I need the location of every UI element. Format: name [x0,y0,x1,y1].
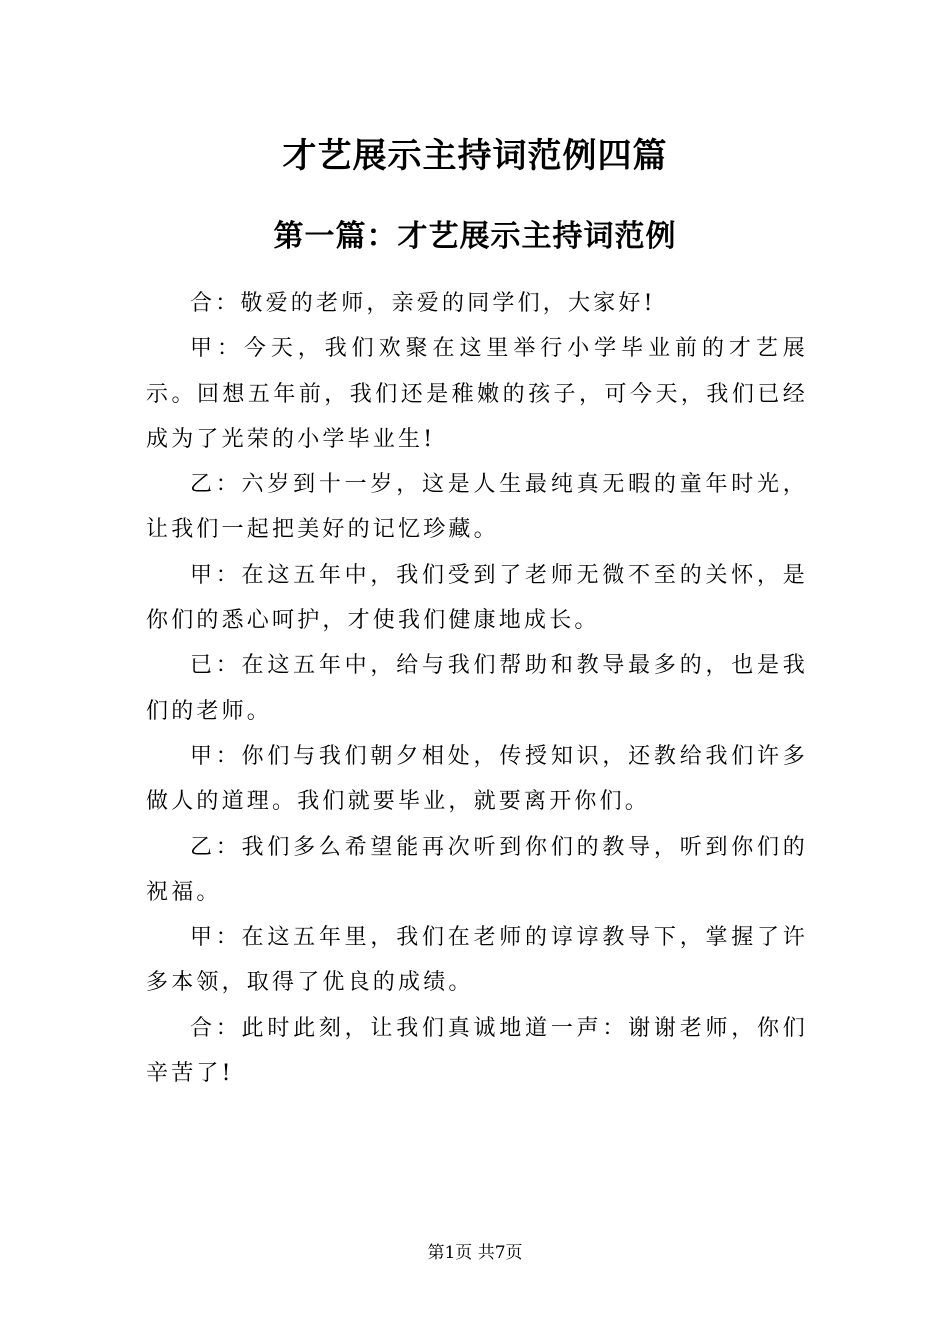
paragraph: 乙：我们多么希望能再次听到你们的教导，听到你们的祝福。 [146,834,808,905]
paragraph: 甲：在这五年中，我们受到了老师无微不至的关怀，是你们的悉心呵护，才使我们健康地成长。 [146,562,808,634]
paragraph: 乙：六岁到十一岁，这是人生最纯真无暇的童年时光，让我们一起把美好的记忆珍藏。 [146,472,808,543]
page-footer: 第1页 共7页 [427,1243,523,1263]
paragraph: 甲：你们与我们朝夕相处，传授知识，还教给我们许多做人的道理。我们就要毕业，就要离开你们。 [146,743,808,815]
paragraph: 已：在这五年中，给与我们帮助和教导最多的，也是我们的老师。 [146,653,808,724]
document-title: 才艺展示主持词范例四篇 [282,136,668,176]
section-title: 第一篇：才艺展示主持词范例 [273,219,677,254]
paragraph: 合：敬爱的老师，亲爱的同学们，大家好! [190,291,656,316]
paragraph: 合：此时此刻，让我们真诚地道一声：谢谢老师，你们辛苦了! [146,1015,808,1087]
paragraph: 甲：在这五年里，我们在老师的谆谆教导下，掌握了许多本领，取得了优良的成绩。 [146,925,808,996]
body-text [146,281,808,1096]
paragraph: 甲：今天，我们欢聚在这里举行小学毕业前的才艺展示。回想五年前，我们还是稚嫩的孩子，可今天，我们已经成为了光荣的小学毕业生! [146,336,808,452]
